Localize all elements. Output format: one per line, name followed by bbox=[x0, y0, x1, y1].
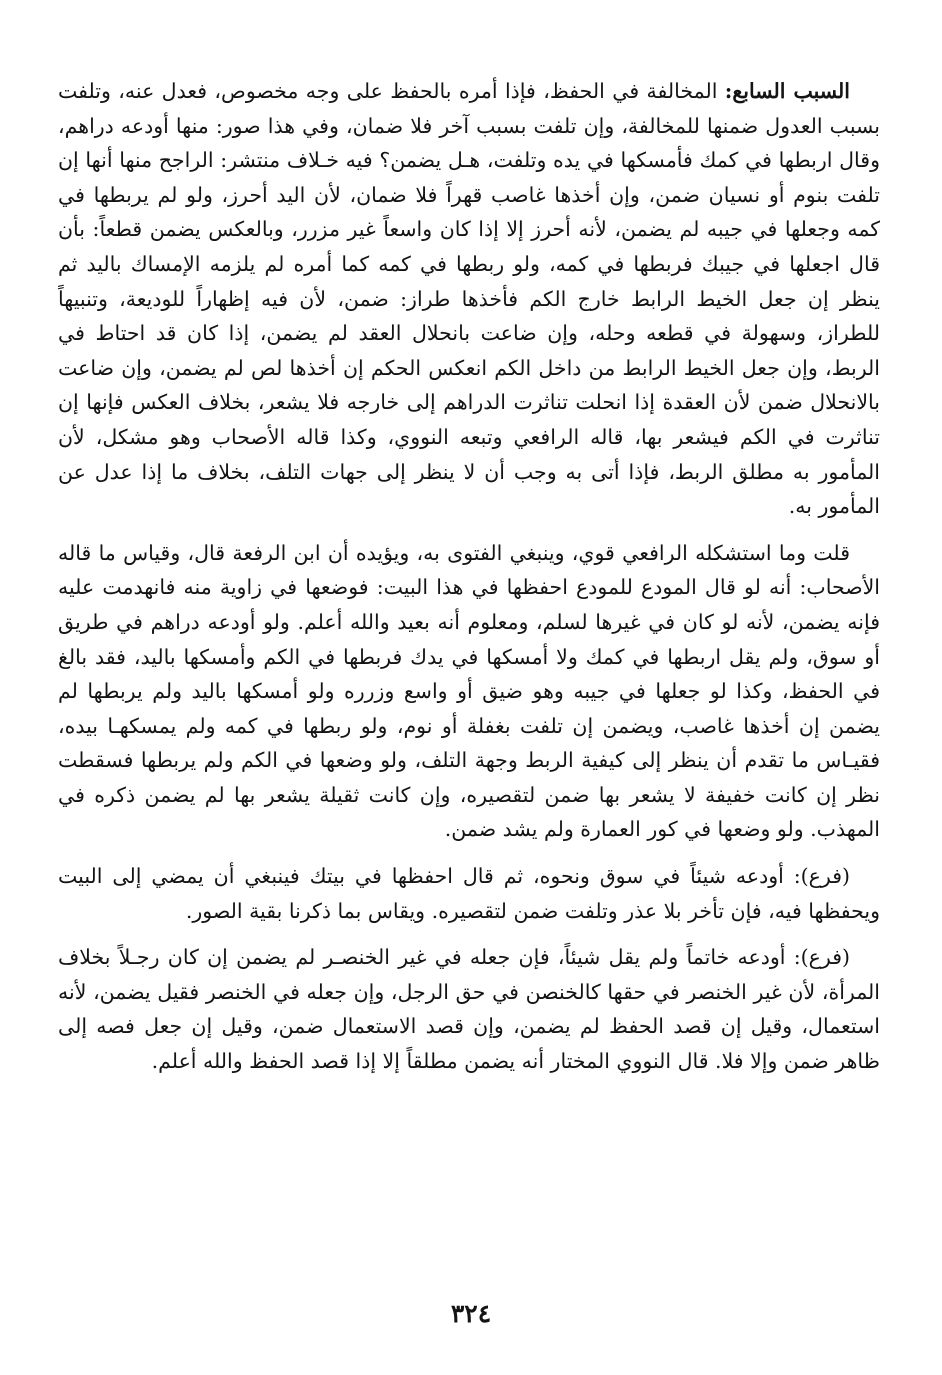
paragraph-text: (فرع): أودعه خاتماً ولم يقل شيئاً، فإن جعله في غير الخنصـر لم يضمن إن كان رجـلاً بخلاف المرأة، لأن غير الخنصر في حقها كالخنصن في حق الرجل، وإن جعله في الخنصر فقيل يضمن، لأنه استعمال، وقيل إن قصد الحفظ لم يضمن، وإن قصد الاستعمال ضمن، وقيل إن جعل فصه إلى ظاهر ضمن وإلا فلا. قال النووي المختار أنه يضمن مطلقاً إلا إذا قصد الحفظ والله أعلم. bbox=[58, 945, 880, 1074]
page-number: ٣٢٤ bbox=[450, 1299, 492, 1328]
paragraph-text: (فرع): أودعه شيئاً في سوق ونحوه، ثم قال احفظها في بيتك فينبغي أن يمضي إلى البيت ويحفظها فيه، فإن تأخر بلا عذر وتلفت ضمن لتقصيره. ويقاس بما ذكرنا بقية الصور. bbox=[58, 864, 880, 923]
paragraph-commentary bbox=[58, 536, 880, 847]
paragraph-text: قلت وما استشكله الرافعي قوي، وينبغي الفتوى به، ويؤيده أن ابن الرفعة قال، وقياس ما قاله الأصحاب: أنه لو قال المودع للمودع احفظها في هذا البيت: فوضعها في زاوية منه فانهدمت عليه فإنه يضمن، لأنه لو كان في غيرها لسلم، ومعلوم أنه بعيد والله أعلم. ولو أودعه دراهم في طريق أو سوق، ولم يقل اربطها في كمك ولا أمسكها في يدك فربطها في الكم وأمسكها باليد، فقد بالغ في الحفظ، وكذا لو جعلها في جيبه وهو ضيق أو واسع وزرره ولو أمسكها باليد ولم يربطها لم يضمن إن أخذها غاصب، ويضمن إن تلفت بغفلة أو نوم، ولو ربطها في كمه ولم يمسكهـا بيده، فقيـاس ما تقدم أن ينظر إلى كيفية الربط وجهة التلف، ولو وضعها في الكم ولم يربطها فسقطت نظر إن كانت خفيفة لا يشعر بها ضمن لتقصيره، وإن كانت ثقيلة يشعر بها لم يضمن ذكره في المهذب. ولو وضعها في كور العمارة ولم يشد ضمن. bbox=[58, 540, 880, 842]
paragraph-seventh-cause bbox=[58, 74, 880, 524]
section-heading: السبب السابع: bbox=[724, 79, 850, 103]
paragraph-text: المخالفة في الحفظ، فإذا أمره بالحفظ على وجه مخصوص، فعدل عنه، وتلفت بسبب العدول ضمنها للمخالفة، وإن تلفت بسبب آخر فلا ضمان، وفي هذا صور: منها أودعه دراهم، وقال اربطها في كمك فأمسكها في يده وتلفت، هـل يضمن؟ فيه خـلاف منتشر: الراجح منها أنها إن تلفت بنوم أو نسيان ضمن، وإن أخذها غاصب قهراً فلا ضمان، لأن اليد أحرز، ولو لم يربطها في كمه وجعلها في جيبه لم يضمن، لأنه أحرز إلا إذا كان واسعاً غير مزرر، وبالعكس يضمن قطعاً: بأن قال اجعلها في جيبك فربطها في كمه، ولو ربطها في كمه كما أمره لم يلزمه الإمساك باليد ثم ينظر إن جعل الخيط الرابط خارج الكم فأخذها طراز: ضمن، لأن فيه إظهاراً للوديعة، وتنبيهاً للطراز، وسهولة في قطعه وحله، وإن ضاعت بانحلال العقد لم يضمن، إذا كان قد احتاط في الربط، وإن جعل الخيط الرابط من داخل الكم انعكس الحكم إن أخذها لص لم يضمن، وإن ضاعت بالانحلال ضمن لأن العقدة إذا انحلت تناثرت الدراهم إلى خارجه فلا يشعر، بخلاف العكس فإنها إن تناثرت في الكم فيشعر بها، قاله الرافعي وتبعه النووي، وكذا قاله الأصحاب وهو مشكل، لأن المأمور به مطلق الربط، فإذا أتى به وجب أن لا ينظر إلى جهات التلف، بخلاف ما إذا عدل عن المأمور به. bbox=[58, 79, 880, 519]
document-body bbox=[58, 74, 880, 1079]
paragraph-branch-ring bbox=[58, 940, 880, 1078]
paragraph-branch-market bbox=[58, 859, 880, 928]
